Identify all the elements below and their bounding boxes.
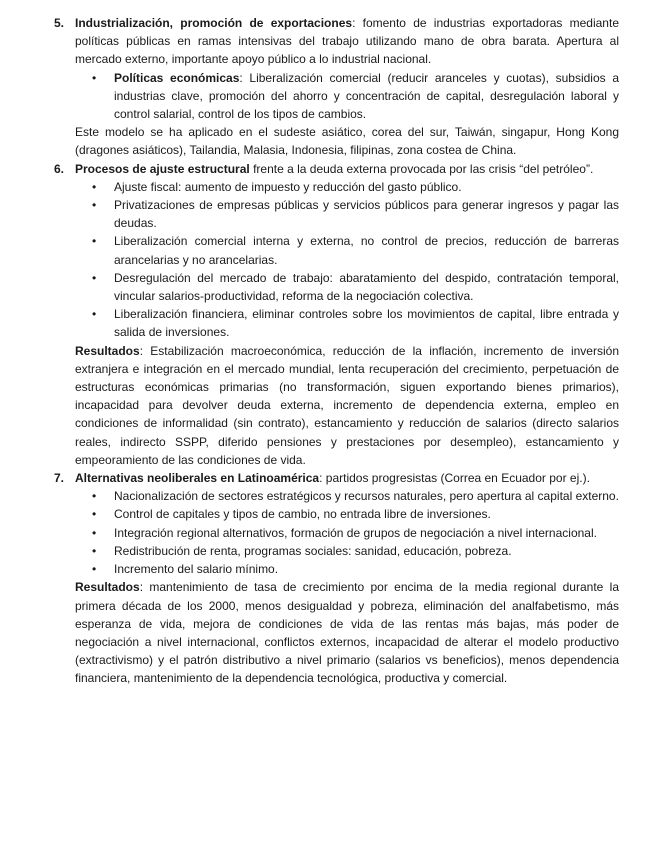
list-item	[75, 196, 619, 232]
list-item	[75, 232, 619, 268]
results-label: Resultados	[75, 580, 140, 595]
list-item	[75, 560, 619, 578]
bullet-icon: •	[92, 489, 97, 504]
results-label: Resultados	[75, 343, 140, 358]
bullet-text: Ajuste fiscal: aumento de impuesto y reducción del gasto público.	[114, 179, 462, 194]
bullet-text: Privatizaciones de empresas públicas y servicios públicos para generar ingresos y pagar las deudas.	[114, 198, 619, 231]
bullet-text: Control de capitales y tipos de cambio, no entrada libre de inversiones.	[114, 507, 491, 522]
bullet-icon: •	[92, 543, 97, 558]
section-number: 7.	[54, 471, 65, 486]
bullet-list	[75, 487, 619, 578]
section-number: 6.	[54, 161, 65, 176]
bullet-bold: Políticas económicas	[114, 70, 240, 85]
list-item	[75, 487, 619, 505]
list-item	[75, 305, 619, 341]
list-item	[75, 69, 619, 124]
results-paragraph	[75, 578, 619, 687]
section-6	[0, 160, 655, 469]
section-heading: Procesos de ajuste estructural	[75, 161, 250, 176]
bullet-text: Redistribución de renta, programas sociales: sanidad, educación, pobreza.	[114, 543, 512, 558]
bullet-text: Liberalización comercial interna y externa, no control de precios, reducción de barreras arancelarias y no arancelarias.	[114, 234, 619, 267]
results-paragraph	[75, 342, 619, 469]
section-paragraph	[75, 160, 619, 178]
bullet-icon: •	[92, 525, 97, 540]
section-note: Este modelo se ha aplicado en el sudeste asiático, corea del sur, Taiwán, singapur, Hong Kong (dragones asiáticos), Tailandia, Malasia, Indonesia, filipinas, zona costea de China.	[75, 125, 619, 158]
bullet-icon: •	[92, 179, 97, 194]
section-5	[0, 14, 655, 160]
list-item	[75, 524, 619, 542]
bullet-icon: •	[92, 234, 97, 249]
bullet-text: : Liberalización comercial (reducir aranceles y cuotas), subsidios a industrias clave, promoción del ahorro y concentración de capital, desregulación laboral y control salarial, control de los tipos de cambios.	[114, 70, 619, 122]
bullet-list	[75, 178, 619, 342]
section-heading: Alternativas neoliberales en Latinoamérica	[75, 471, 320, 486]
section-7	[0, 469, 655, 687]
bullet-icon: •	[92, 270, 97, 285]
results-text: : Estabilización macroeconómica, reducción de la inflación, incremento de inversión extranjera e integración en el mercado mundial, lenta recuperación del crecimiento, perpetuación de estructuras económicas primarias (no transformación, siguen exportando bienes primarios), incapacidad para devolver deuda externa, incremento de dependencia externa, empleo en condiciones de informalidad (sin contrato), estancamiento y reducción de salarios (directo salarios reales, indirecto SSPP, diferido pensiones y prestaciones por desempleo), estancamiento y empeoramiento de las condiciones de vida.	[75, 343, 619, 467]
section-text: : partidos progresistas (Correa en Ecuador por ej.).	[319, 471, 590, 486]
section-text: : fomento de industrias exportadoras mediante políticas públicas en ramas intensivas del trabajo utilizando mano de obra barata. Apertura al mercado externo, importante apoyo público a lo industrial nacional.	[75, 16, 619, 67]
list-item	[75, 505, 619, 523]
list-item	[75, 178, 619, 196]
bullet-text: Nacionalización de sectores estratégicos y recursos naturales, pero apertura al capital externo.	[114, 489, 619, 504]
section-paragraph	[75, 14, 619, 69]
section-heading: Industrialización, promoción de exportaciones	[75, 16, 353, 30]
bullet-text: Integración regional alternativos, formación de grupos de negociación a nivel internacional.	[114, 525, 597, 540]
section-text: frente a la deuda externa provocada por las crisis “del petróleo”.	[249, 161, 594, 176]
bullet-icon: •	[92, 562, 97, 577]
bullet-text: Incremento del salario mínimo.	[114, 562, 279, 577]
bullet-text: Desregulación del mercado de trabajo: abaratamiento del despido, contratación temporal, vincular salarios-productividad, reforma de la negociación colectiva.	[114, 270, 619, 304]
bullet-icon: •	[92, 307, 97, 322]
results-text: : mantenimiento de tasa de crecimiento por encima de la media regional durante la primera década de los 2000, menos desigualdad y pobreza, eliminación del analfabetismo, más esperanza de vida, mejora de condiciones de vida de las rentas más bajas, más poder de negociación a nivel internacional, conflictos externos, incapacidad de alterar el modelo productivo (extractivismo) y el patrón distributivo a nivel primario (salarios vs beneficios), menos dependencia financiera, mantenimiento de la dependencia tecnológica, productiva y comercial.	[75, 580, 619, 686]
section-number: 5.	[54, 16, 65, 30]
bullet-icon: •	[92, 198, 97, 213]
bullet-icon: •	[92, 70, 97, 85]
list-item	[75, 542, 619, 560]
bullet-text: Liberalización financiera, eliminar controles sobre los movimientos de capital, libre entrada y salida de inversiones.	[114, 307, 619, 340]
section-paragraph	[75, 469, 619, 487]
bullet-list	[75, 69, 619, 124]
list-item	[75, 269, 619, 305]
document-page	[0, 14, 655, 688]
bullet-icon: •	[92, 507, 97, 522]
